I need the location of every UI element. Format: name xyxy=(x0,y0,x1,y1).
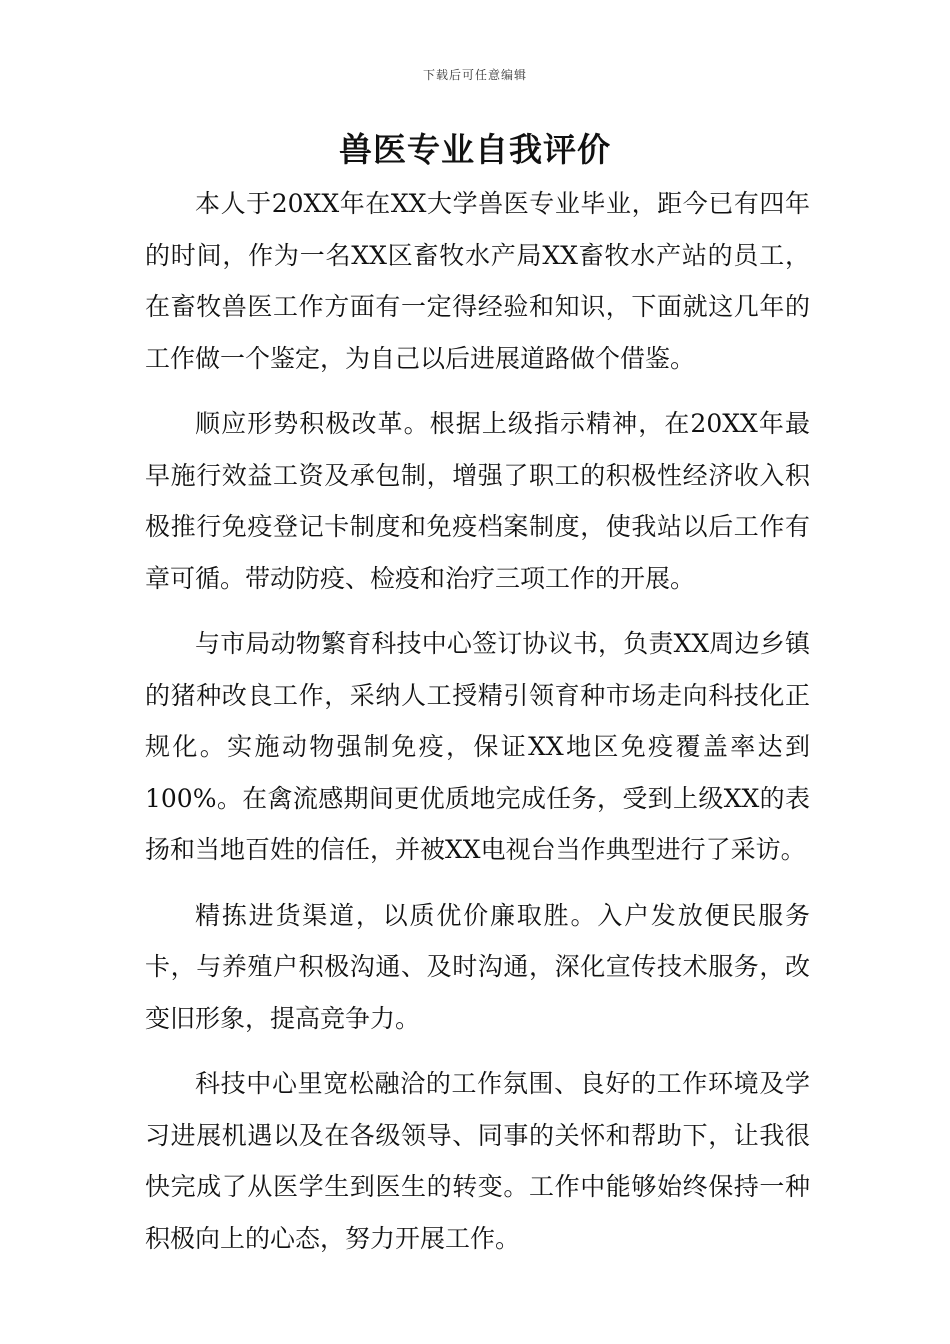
document-title: 兽医专业自我评价 xyxy=(339,130,611,169)
header-note: 下载后可任意编辑 xyxy=(422,68,527,82)
document-body xyxy=(145,178,810,1278)
paragraph-4: 精拣进货渠道，以质优价廉取胜。入户发放便民服务卡，与养殖户积极沟通、及时沟通，深化宣传技术服务，改变旧形象，提高竞争力。 xyxy=(145,900,810,1033)
paragraph-5: 科技中心里宽松融洽的工作氛围、良好的工作环境及学习进展机遇以及在各级领导、同事的关怀和帮助下，让我很快完成了从医学生到医生的转变。工作中能够始终保持一种积极向上的心态，努力开展工作。 xyxy=(145,1069,810,1253)
paragraph-2: 顺应形势积极改革。根据上级指示精神，在20XX年最早施行效益工资及承包制，增强了职工的积极性经济收入积极推行免疫登记卡制度和免疫档案制度，使我站以后工作有章可循。带动防疫、检疫和治疗三项工作的开展。 xyxy=(145,409,810,593)
paragraph-1: 本人于20XX年在XX大学兽医专业毕业，距今已有四年的时间，作为一名XX区畜牧水产局XX畜牧水产站的员工，在畜牧兽医工作方面有一定得经验和知识，下面就这几年的工作做一个鉴定，为自己以后进展道路做个借鉴。 xyxy=(145,189,810,373)
paragraph-3: 与市局动物繁育科技中心签订协议书，负责XX周边乡镇的猪种改良工作，采纳人工授精引领育种市场走向科技化正规化。实施动物强制免疫，保证XX地区免疫覆盖率达到100%。在禽流感期间更优质地完成任务，受到上级XX的表扬和当地百姓的信任，并被XX电视台当作典型进行了采访。 xyxy=(145,629,810,864)
